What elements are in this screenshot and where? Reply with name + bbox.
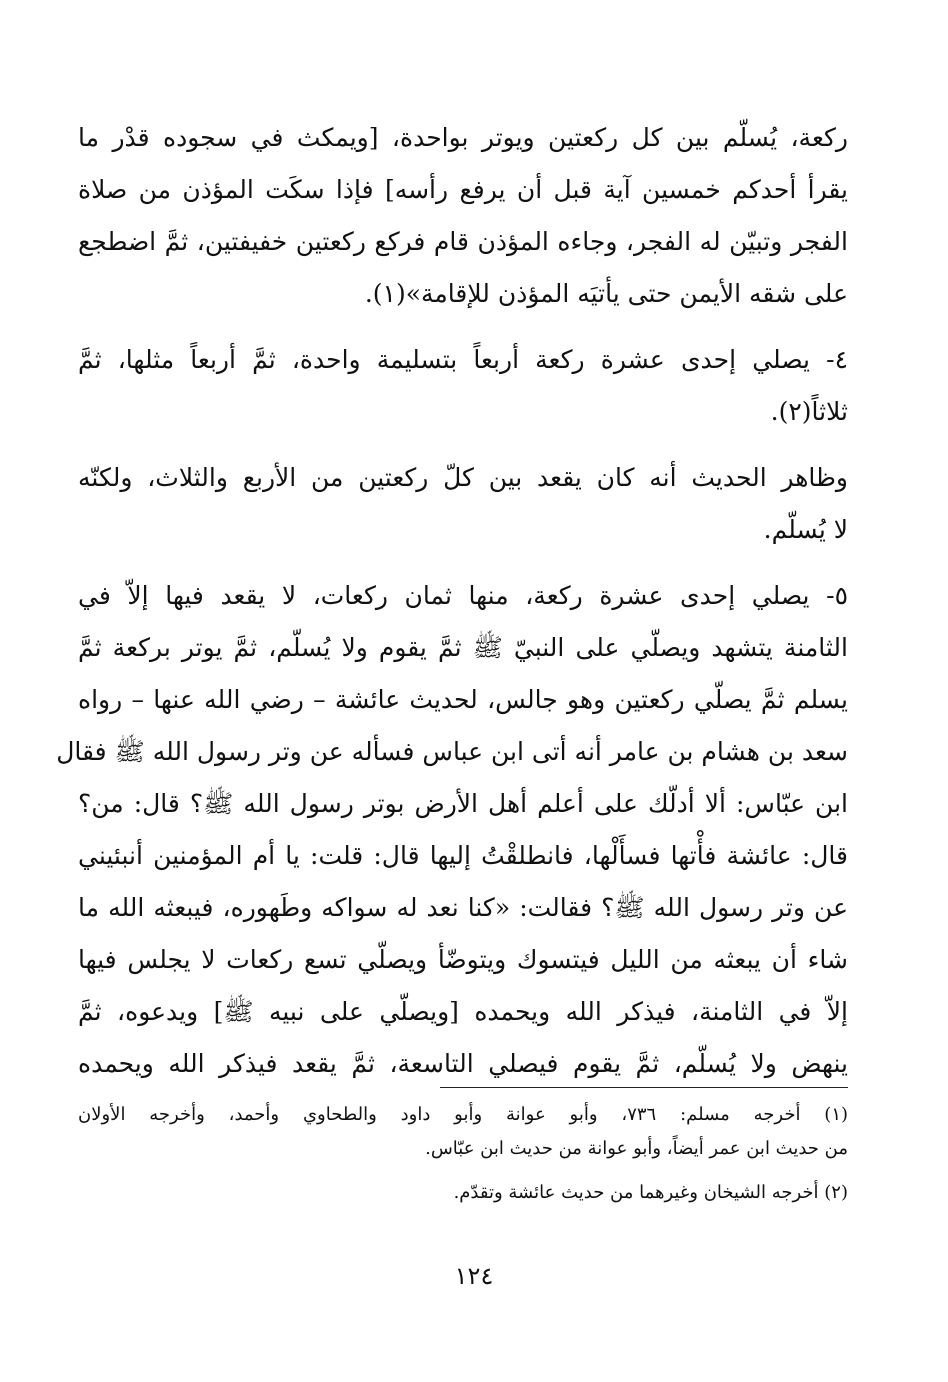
text-line: الفجر وتبيّن له الفجر، وجاءه المؤذن قام فركع ركعتين خفيفتين، ثمَّ اضطجع	[78, 227, 848, 256]
paragraph	[78, 334, 848, 438]
text-line: يسلم ثمَّ يصلّي ركعتين وهو جالس، لحديث عائشة – رضي الله عنها – رواه	[78, 685, 848, 714]
text-line: عن وتر رسول الله ﷺ؟ فقالت: «كنا نعد له سواكه وطَهوره، فيبعثه الله ما	[78, 893, 848, 922]
text-line: يقرأ أحدكم خمسين آية قبل أن يرفع رأسه] فإذا سكَت المؤذن من صلاة	[78, 175, 848, 204]
text-line: ركعة، يُسلّم بين كل ركعتين ويوتر بواحدة، [ويمكث في سجوده قدْر ما	[78, 123, 848, 152]
main-text	[56, 112, 848, 1090]
paragraph	[78, 452, 848, 556]
footnote-line: (٢) أخرجه الشيخان وغيرهما من حديث عائشة وتقدّم.	[453, 1182, 848, 1203]
text-line: ٤- يصلي إحدى عشرة ركعة أربعاً بتسليمة واحدة، ثمَّ أربعاً مثلها، ثمَّ	[78, 345, 848, 374]
footnote-line: (١) أخرجه مسلم: ٧٣٦، وأبو عوانة وأبو داود والطحاوي وأحمد، وأخرجه الأولان	[78, 1104, 849, 1125]
paragraph	[78, 112, 848, 320]
footnote-separator	[440, 1087, 848, 1088]
footnote	[78, 1176, 848, 1210]
footnotes	[78, 1098, 848, 1210]
text-line: ٥- يصلي إحدى عشرة ركعة، منها ثمان ركعات، لا يقعد فيها إلاّ في	[78, 581, 848, 610]
page-number: ١٢٤	[454, 1262, 494, 1290]
text-line: سعد بن هشام بن عامر أنه أتى ابن عباس فسأله عن وتر رسول الله ﷺ فقال	[56, 737, 848, 766]
text-line: على شقه الأيمن حتى يأتيَه المؤذن للإقامة»(١).	[364, 279, 848, 308]
paragraph	[56, 570, 848, 1090]
footnote	[78, 1098, 848, 1166]
text-line: شاء أن يبعثه من الليل فيتسوك ويتوضّأ ويصلّي تسع ركعات لا يجلس فيها	[78, 945, 848, 974]
text-line: وظاهر الحديث أنه كان يقعد بين كلّ ركعتين من الأربع والثلاث، ولكنّه	[78, 463, 848, 492]
text-line: قال: عائشة فأْتها فسأَلْها، فانطلقْتُ إليها قال: قلت: يا أم المؤمنين أنبئيني	[78, 841, 848, 870]
text-line: الثامنة يتشهد ويصلّي على النبيّ ﷺ ثمَّ يقوم ولا يُسلّم، ثمَّ يوتر بركعة ثمَّ	[78, 633, 848, 662]
text-line: ينهض ولا يُسلّم، ثمَّ يقوم فيصلي التاسعة، ثمَّ يقعد فيذكر الله ويحمده	[78, 1049, 848, 1078]
text-line: ثلاثاً(٢).	[770, 397, 848, 426]
text-line: إلاّ في الثامنة، فيذكر الله ويحمده [ويصلّي على نبيه ﷺ] ويدعوه، ثمَّ	[78, 997, 848, 1026]
text-line: لا يُسلّم.	[763, 515, 848, 544]
text-line: ابن عبّاس: ألا أدلّك على أعلم أهل الأرض بوتر رسول الله ﷺ؟ قال: من؟	[78, 789, 848, 818]
footnote-line: من حديث ابن عمر أيضاً، وأبو عوانة من حديث ابن عبّاس.	[425, 1138, 848, 1159]
